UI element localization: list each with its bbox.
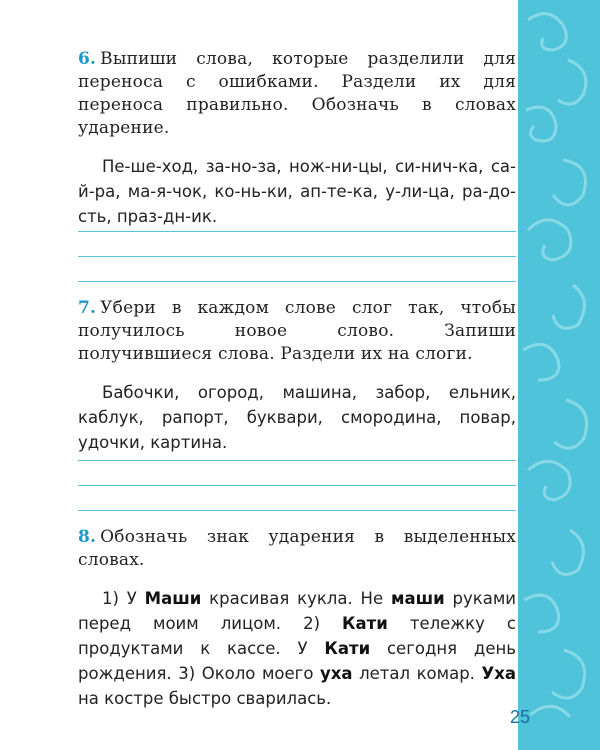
answer-line [78,485,516,486]
task-6 [78,48,516,229]
sentence-text: сегодня день рождения. 3) Около моего [78,639,516,683]
task-8-sentences [78,586,516,711]
task-8-instruction: Обозначь знак ударения в выделенных словах. [78,527,516,570]
answer-line [78,256,516,257]
task-8 [78,526,516,711]
task-6-instruction-text [78,48,516,140]
task-6-words: Пе-ше-ход, за-но-за, нож-ни-цы, си-нич-ка, са-й-ра, ма-я-чок, ко-нь-ки, ап-те-ка, у-ли-ца, ра-до-сть, праз-дн-ик. [78,157,516,226]
highlighted-word: Маши [144,589,202,608]
answer-line [78,281,516,282]
task-8-number: 8. [78,527,97,547]
sentence-text: тележку с продуктами к кассе. У [78,614,516,658]
task-7-number: 7. [78,298,97,318]
sentence-text: 1) У [102,589,145,608]
task-6-instruction: Выпиши слова, которые разделили для переноса с ошибками. Раздели их для переноса правильно. Обозначь в словах ударение. [78,49,516,138]
task-6-number: 6. [78,49,97,69]
sentence-text: летал комар. [352,664,482,683]
swirl-ornament-icon [518,0,600,750]
sentence-text: на костре быстро сварилась. [78,689,332,708]
page-number: 25 [509,707,530,727]
answer-line [78,460,516,461]
highlighted-word: Кати [324,639,371,658]
highlighted-word: маши [390,589,445,608]
task-8-instruction-text [78,526,516,572]
highlighted-word: Уха [481,664,516,683]
task-7-instruction: Убери в каждом слове слог так, чтобы получилось новое слово. Запиши получившиеся слова. Раздели их на слоги. [78,298,516,364]
sentence-text: красивая кукла. Не [201,589,391,608]
highlighted-word: уха [319,664,353,683]
highlighted-word: Кати [342,614,388,633]
answer-line [78,231,516,232]
decorative-margin-band [518,0,600,750]
answer-line [78,510,516,511]
sentence-text: руками перед моим лицом. 2) [78,589,516,633]
task-7 [78,297,516,455]
task-7-instruction-text [78,297,516,366]
task-7-words: Бабочки, огород, машина, забор, ельник, каблук, рапорт, буквари, смородина, повар, удочки, картина. [78,383,516,452]
